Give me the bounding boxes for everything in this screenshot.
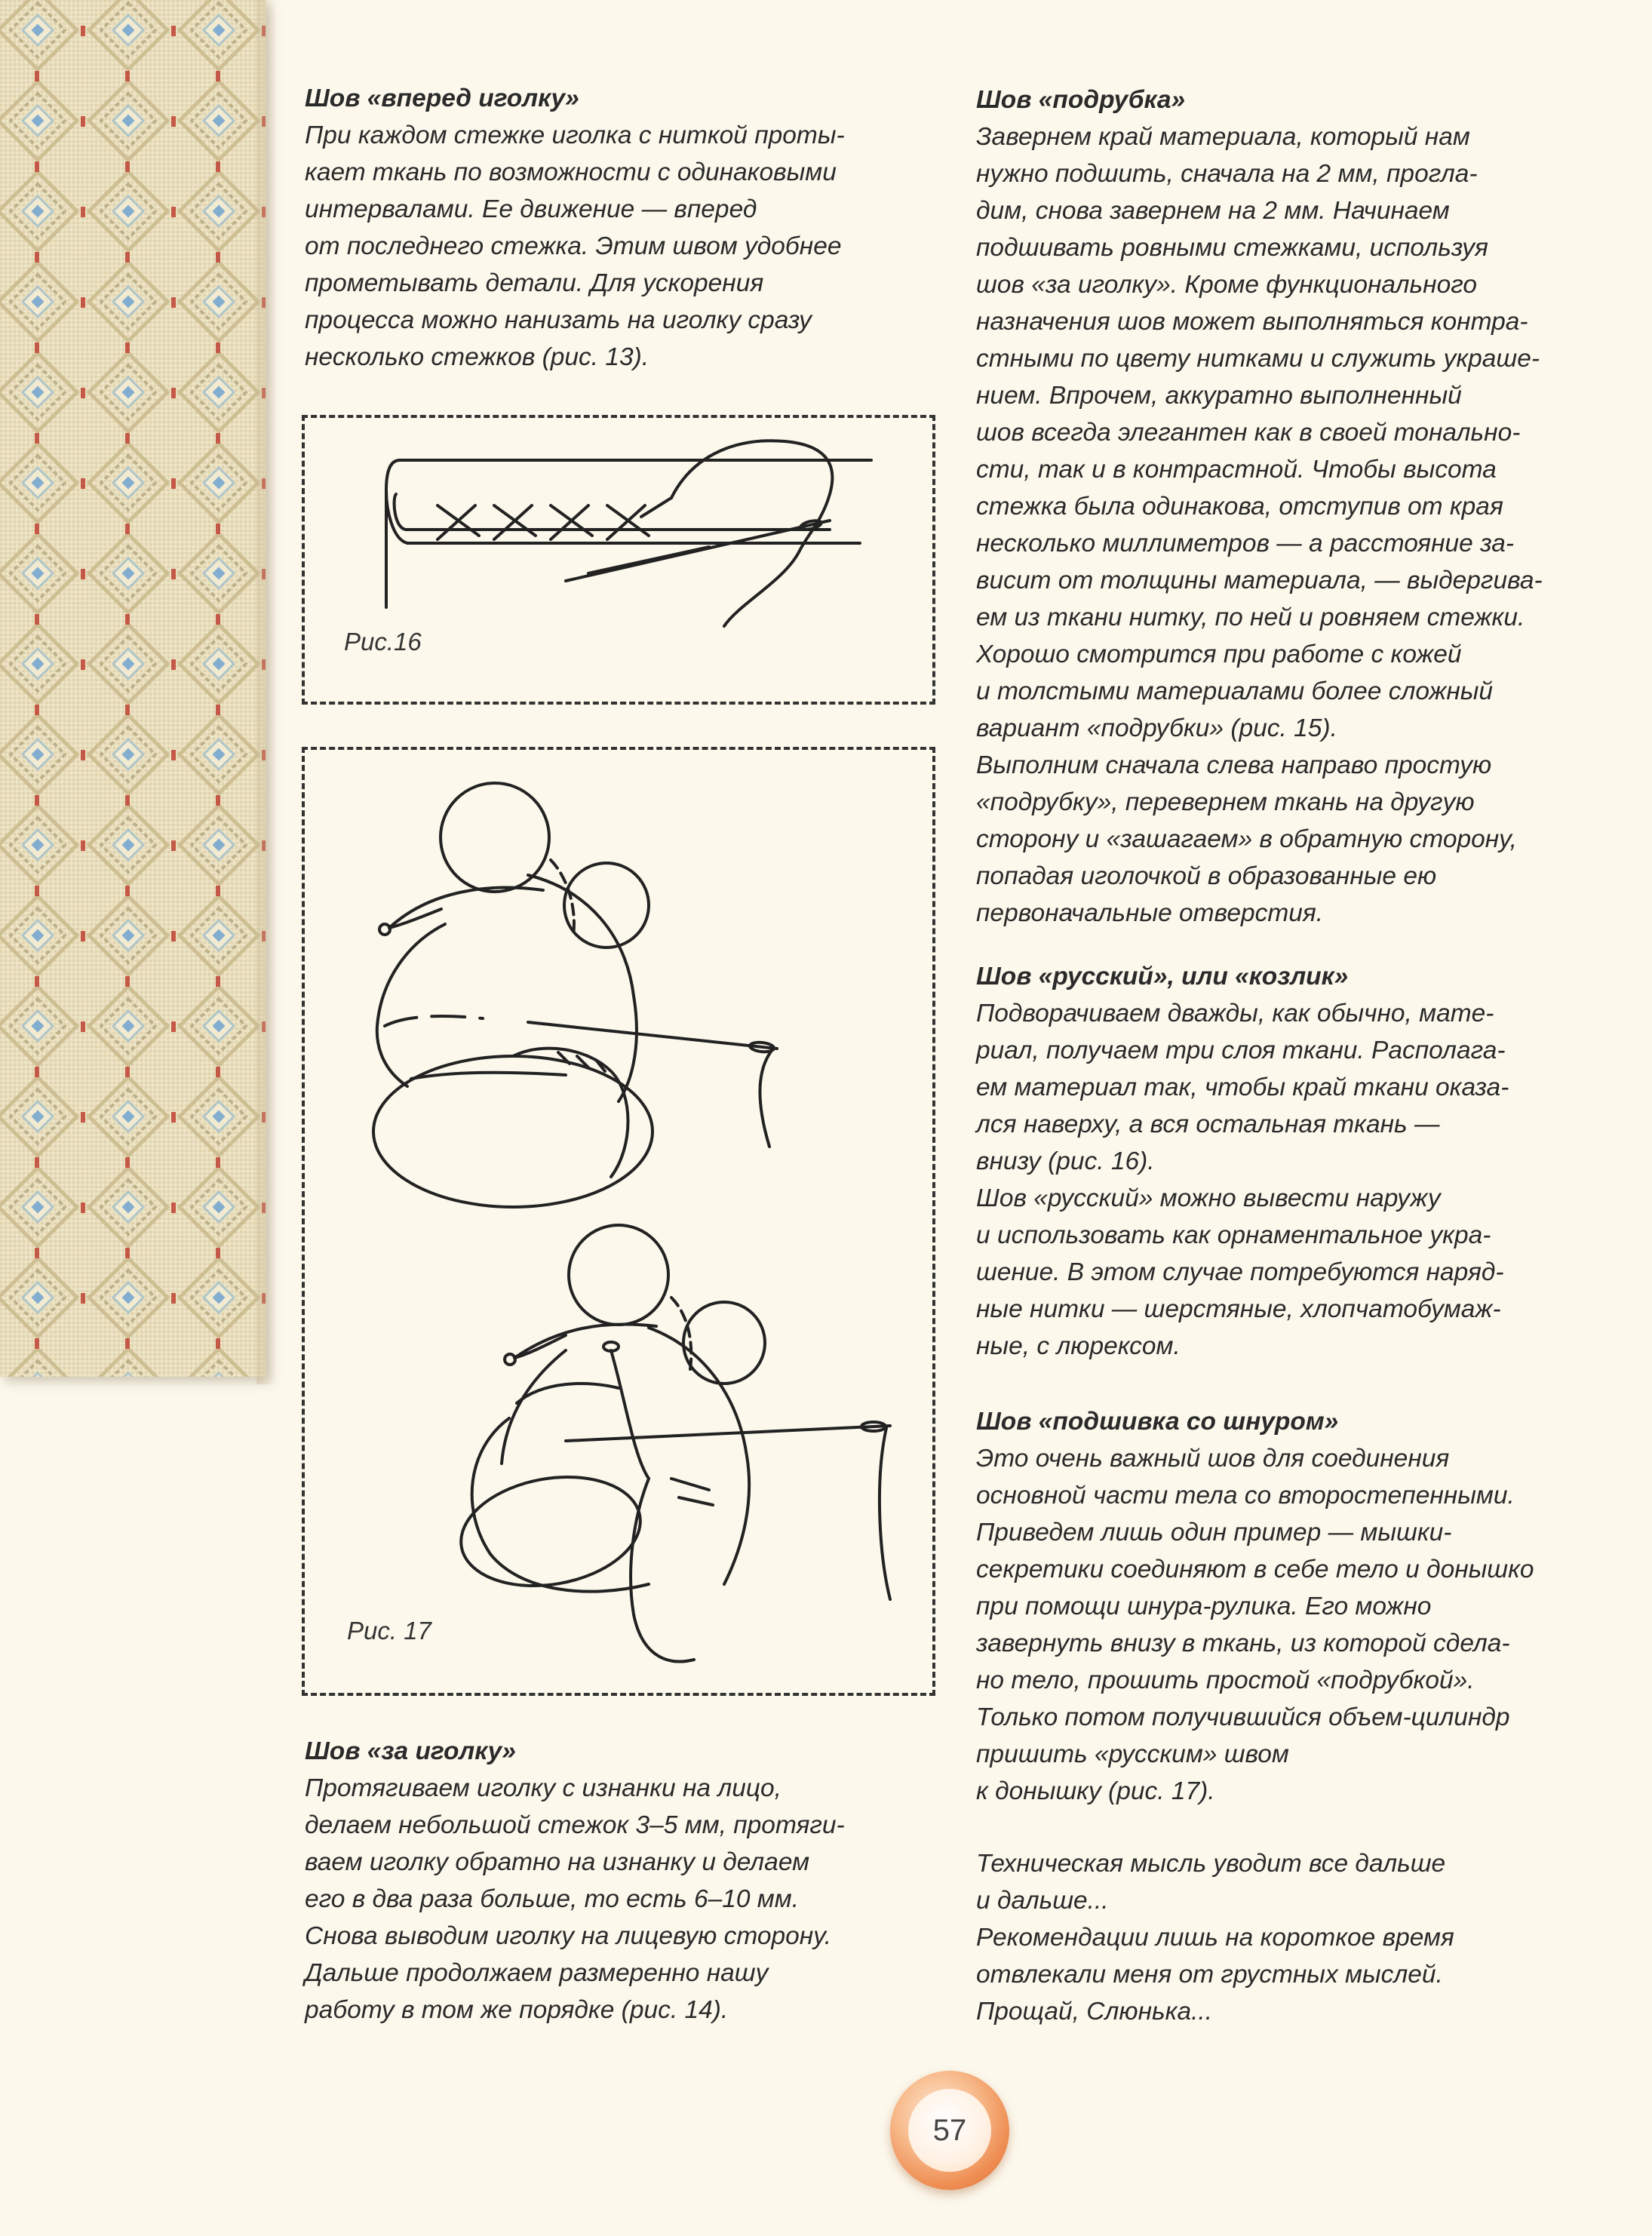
text-line: висит от толщины материала, — выдергива- — [976, 567, 1543, 594]
text-line: интервалами. Ее движение — вперед — [305, 195, 757, 223]
text-line: Рекомендации лишь на короткое время — [976, 1924, 1454, 1952]
text-line: Техническая мысль уводит все дальше — [976, 1850, 1446, 1878]
text-line: Дальше продолжаем размеренно нашу — [305, 1959, 769, 1987]
figure-17-illustration — [317, 754, 920, 1682]
text-line: ем из ткани нитку, по ней и ровняем стежки. — [976, 604, 1525, 631]
text-line: при помощи шнура-рулика. Его можно — [976, 1593, 1432, 1620]
text-line: завернуть внизу в ткань, из которой сдела- — [976, 1629, 1510, 1657]
text-line: сти, так и в контрастной. Чтобы высота — [976, 456, 1497, 484]
fabric-texture-image — [0, 0, 266, 1377]
text-line: ем материал так, чтобы край ткани оказа- — [976, 1073, 1509, 1101]
text-line: ные, с люрексом. — [976, 1332, 1181, 1360]
text-line: нужно подшить, сначала на 2 мм, прогла- — [976, 160, 1478, 188]
section-heading: Шов «подрубка» — [976, 86, 1186, 114]
text-line: Приведем лишь один пример — мышки- — [976, 1519, 1452, 1546]
text-line: отвлекали меня от грустных мыслей. — [976, 1961, 1443, 1989]
section-heading: Шов «за иголку» — [305, 1737, 516, 1765]
text-line: Завернем край материала, который нам — [976, 123, 1470, 151]
text-line: несколько миллиметров — а расстояние за- — [976, 530, 1515, 557]
closing-paragraph — [976, 1845, 1617, 2030]
text-line: дим, снова завернем на 2 мм. Начинаем — [976, 197, 1450, 225]
text-line: кает ткань по возможности с одинаковыми — [305, 158, 837, 186]
text-line: шение. В этом случае потребуются наряд- — [976, 1258, 1504, 1286]
text-line: сторону и «зашагаем» в обратную сторону, — [976, 825, 1517, 853]
text-line: нием. Впрочем, аккуратно выполненный — [976, 382, 1462, 410]
text-line: секретики соединяют в себе тело и донышко — [976, 1556, 1534, 1583]
text-line: прометывать детали. Для ускорения — [305, 269, 764, 297]
text-line: делаем небольшой стежок 3–5 мм, протяги- — [305, 1811, 845, 1839]
text-line: и дальше... — [976, 1887, 1109, 1915]
text-line: «подрубку», перевернем ткань на другую — [976, 788, 1475, 816]
text-line: Это очень важный шов для соединения — [976, 1445, 1450, 1473]
text-line: Хорошо смотрится при работе с кожей — [976, 640, 1462, 668]
text-line: ные нитки — шерстяные, хлопчатобумаж- — [976, 1295, 1501, 1323]
text-line: попадая иголочкой в образованные ею — [976, 862, 1437, 890]
page-number: 57 — [908, 2089, 991, 2172]
text-line: лся наверху, а вся остальная ткань — — [976, 1110, 1440, 1138]
text-line: Протягиваем иголку с изнанки на лицо, — [305, 1774, 781, 1802]
section-forward-stitch — [305, 80, 931, 376]
text-line: пришить «русским» швом — [976, 1740, 1289, 1768]
text-line: шов всегда элегантен как в своей тонально- — [976, 419, 1521, 447]
text-line: несколько стежков (рис. 13). — [305, 343, 649, 371]
figure-16-caption: Рис.16 — [344, 628, 422, 656]
text-line: Подворачиваем дважды, как обычно, мате- — [976, 1000, 1494, 1027]
text-line: назначения шов может выполняться контра- — [976, 308, 1528, 336]
figure-17-caption: Рис. 17 — [347, 1617, 431, 1645]
text-line: стными по цвету нитками и служить украше- — [976, 345, 1540, 373]
section-hem-stitch — [976, 81, 1617, 932]
text-line: и толстыми материалами более сложный — [976, 677, 1494, 705]
section-cord-hem — [976, 1403, 1617, 1810]
text-line: и использовать как орнаментальное укра- — [976, 1221, 1491, 1249]
text-line: ваем иголку обратно на изнанку и делаем — [305, 1848, 810, 1876]
text-line: шов «за иголку». Кроме функционального — [976, 271, 1477, 299]
text-line: вариант «подрубки» (рис. 15). — [976, 714, 1337, 742]
text-line: Прощай, Слюнька... — [976, 1998, 1212, 2026]
section-russian-stitch — [976, 958, 1617, 1365]
text-line: процесса можно нанизать на иголку сразу — [305, 306, 812, 334]
page-number-badge — [890, 2071, 1009, 2190]
text-line: основной части тела со второстепенными. — [976, 1482, 1515, 1510]
section-heading: Шов «вперед иголку» — [305, 84, 579, 112]
text-line: стежка была одинакова, отступив от края — [976, 493, 1503, 521]
text-line: от последнего стежка. Этим швом удобнее — [305, 232, 842, 260]
section-backstitch — [305, 1733, 931, 2029]
text-line: Только потом получившийся объем-цилиндр — [976, 1703, 1510, 1731]
section-heading: Шов «русский», или «козлик» — [976, 963, 1349, 991]
fabric-shadow — [256, 0, 276, 1384]
text-line: риал, получаем три слоя ткани. Располага- — [976, 1037, 1506, 1064]
text-line: Шов «русский» можно вывести наружу — [976, 1184, 1441, 1212]
text-line: но тело, прошить простой «подрубкой». — [976, 1666, 1475, 1694]
section-heading: Шов «подшивка со шнуром» — [976, 1408, 1339, 1436]
text-line: подшивать ровными стежками, используя — [976, 234, 1488, 262]
text-line: его в два раза больше, то есть 6–10 мм. — [305, 1885, 800, 1913]
text-line: к донышку (рис. 17). — [976, 1777, 1215, 1805]
text-line: Снова выводим иголку на лицевую сторону. — [305, 1922, 832, 1950]
text-line: При каждом стежке иголка с ниткой проты- — [305, 121, 845, 149]
text-line: Выполним сначала слева направо простую — [976, 751, 1492, 779]
text-line: внизу (рис. 16). — [976, 1147, 1155, 1175]
text-line: работу в том же порядке (рис. 14). — [305, 1996, 729, 2024]
text-line: первоначальные отверстия. — [976, 899, 1324, 927]
